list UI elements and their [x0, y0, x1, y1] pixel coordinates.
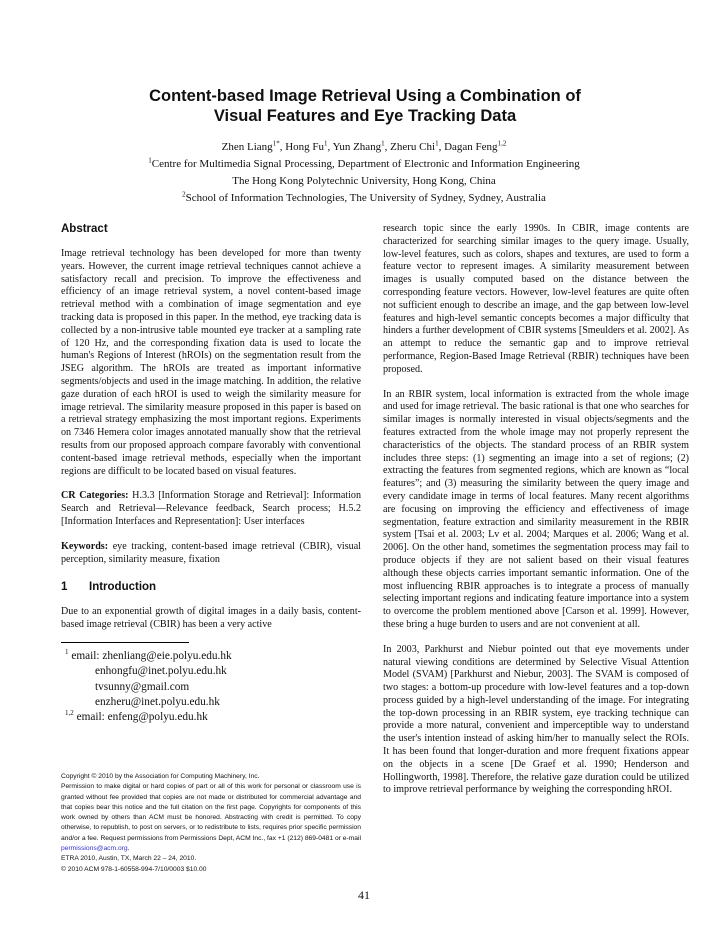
author-separator: ,	[438, 141, 445, 153]
section-number: 1	[61, 581, 68, 594]
introduction-text-left: Due to an exponential growth of digital images in a daily basis, content-based image retrieval (CBIR) has been a very active	[61, 606, 361, 631]
footnote-sup-1: 1	[65, 648, 69, 657]
left-column	[61, 222, 361, 725]
author-sup: 1,2	[497, 139, 507, 148]
copyright-isbn: © 2010 ACM 978-1-60558-994-7/10/0003 $10.00	[61, 865, 207, 873]
author-sup: 1	[435, 139, 439, 148]
abstract-text: Image retrieval technology has been developed for more than twenty years. However, the current image retrieval techniques cannot achieve a satisfactory recall and precision. To improve the effectiveness and efficiency of an image retrieval system, a novel content-based image retrieval method with a combination of image segmentation and eye tracking data is proposed in this paper. In the method, eye tracking data is collected by a non-intrusive table mounted eye tracker at a sampling rate of 120 Hz, and the corresponding fixation data is used to locate the human's Regions of Interest (hROIs) on the segmentation result from the JSEG algorithm. The hROIs are treated as important informative segments/objects and used in the image matching. In addition, the relative gaze duration of each hROI is used to weigh the similarity measure for image retrieval. The similarity measure proposed in this paper is based on a retrieval strategy emphasizing the most important regions. Experiments on 7346 Hemera color images annotated manually show that the retrieval results from our proposed approach compare favorably with conventional content-based image retrieval methods, especially when the important regions are difficult to be located based on visual features.	[61, 248, 361, 477]
footnote-rule	[61, 642, 189, 643]
permissions-email-link[interactable]: permissions@acm.org	[61, 845, 128, 853]
copyright-line: Copyright © 2010 by the Association for Computing Machinery, Inc.	[61, 773, 260, 780]
footnote-email-1	[61, 649, 361, 664]
keywords-text: eye tracking, content-based image retrieval (CBIR), visual perception, similarity measure, fixation	[61, 540, 361, 565]
author-name: Yun Zhang	[332, 141, 382, 153]
affiliation-1	[0, 156, 728, 173]
keywords-label: Keywords:	[61, 540, 109, 552]
title-line-1: Content-based Image Retrieval Using a Combination of	[149, 87, 581, 105]
page-number: 41	[358, 888, 370, 902]
section-title: Introduction	[89, 581, 157, 594]
right-column	[383, 223, 689, 797]
affiliation-1-sup: 1	[148, 156, 152, 165]
author-block	[0, 139, 728, 207]
author-separator: ,	[384, 141, 391, 153]
affiliation-2-sup: 2	[182, 190, 186, 199]
introduction-heading	[61, 580, 361, 595]
affiliation-2	[0, 190, 728, 207]
author-sup: 1*	[272, 139, 280, 148]
copyright-venue: ETRA 2010, Austin, TX, March 22 – 24, 2010.	[61, 855, 197, 863]
introduction-para-3: In 2003, Parkhurst and Niebur pointed out that eye movements under natural viewing conditions are determined by Selective Visual Attention Model (SVAM) [Parkhurst and Niebur, 2003]. The SVAM is composed of two stages: a bottom-up procedure with low-level features and a top-down process guided by a high-level understanding of the image. For integrating the top-down processing in an RBIR system, eye tracking technique can provide a more natural, convenient and imperceptible way to understand the user's intention instead of asking him/her to manually select the ROIs. It has been found that longer-duration and more frequent fixations appear on the objects in a scene [De Graef et al. 1990; Henderson and Hollingworth, 1998]. Therefore, the relative gaze duration could be utilized to improve retrieval performance by weighing the corresponding hROI.	[383, 643, 689, 796]
affiliation-1b: The Hong Kong Polytechnic University, Hong Kong, China	[232, 175, 496, 187]
author-sup: 1	[324, 139, 328, 148]
introduction-para-2: In an RBIR system, local information is extracted from the whole image and used for image retrieval. The basic rational is that one who searches for similar images is normally interested in visual objects/segments and the features extracted from the whole image may not properly represent the characteristics of the objects. The standard process of an RBIR system includes three steps: (1) segmenting an image into a set of regions; (2) extracting the features from segmented regions, which are known as “local features”; and (3) measuring the similarity between the query image and every candidate image in terms of local features. Many recent algorithms are focusing on improving the efficiency and effectiveness of image segmentation, feature extraction and similarity measurement in the RBIR system [Tsai et al. 2003; Lv et al. 2004; Marques et al. 2006; Wang et al. 2006]. On the other hand, sometimes the segmentation process may fail to produce objects if they are not salient based on their visual features although these objects carries important semantic information. One of the most influencing RBIR approaches is to integrate a process of manually selecting important regions and indicating feature importance into a system to overcome the problem mentioned above [Carson et al. 1999]. However, these bring a huge burden to users and are not convenient at all.	[383, 388, 689, 630]
footnote-email-5	[61, 710, 361, 725]
author-name: Dagan Feng	[444, 141, 498, 153]
keywords	[61, 541, 361, 567]
email-1: email: zhenliang@eie.polyu.edu.hk	[71, 649, 232, 662]
footnote-sup-2: 1,2	[65, 709, 74, 718]
affiliation-2-text: School of Information Technologies, The University of Sydney, Sydney, Australia	[185, 192, 546, 204]
footnotes	[61, 649, 361, 725]
author-name: Zheru Chi	[390, 141, 436, 153]
cr-categories-label: CR Categories:	[61, 490, 129, 502]
footnote-email-4: enzheru@inet.polyu.edu.hk	[95, 695, 220, 708]
copyright-body	[61, 782, 361, 854]
author-name: Hong Fu	[285, 141, 324, 153]
footnote-email-3: tvsunny@gmail.com	[95, 680, 190, 693]
cr-categories-text: H.3.3 [Information Storage and Retrieval]: Information Search and Retrieval—Relevance feedback, Search process; H.5.2 [Information Interfaces and Representation]: User interfaces	[61, 490, 362, 527]
introduction-para-1: research topic since the early 1990s. In CBIR, image contents are characterized for searching similar images to the query image. Usually, low-level features, such as colors, shapes and textures, are used to form a feature vector to represent images. A similarity measurement between images is usually computed based on the distance between the corresponding feature vectors. However, low-level features are quite often not sufficient enough to describe an image, and the gap between low-level features and high-level semantic concepts becomes a major difficulty that hinders a further development of CBIR systems [Smeulders et al. 2002]. As an attempt to reduce the semantic gap and to improve retrieval performance, Region-Based Image Retrieval (RBIR) techniques have been proposed.	[383, 223, 689, 375]
author-name: Zhen Liang	[221, 141, 273, 153]
author-separator: ,	[279, 141, 286, 153]
email-5: email: enfeng@polyu.edu.hk	[76, 711, 208, 724]
author-separator: ,	[327, 141, 333, 153]
author-sup: 1	[381, 139, 385, 148]
paper-title	[60, 86, 670, 126]
footnote-email-2: enhongfu@inet.polyu.edu.hk	[95, 665, 227, 678]
abstract-heading: Abstract	[61, 223, 108, 235]
affiliation-1-text: Centre for Multimedia Signal Processing, Department of Electronic and Information Engineering	[151, 158, 580, 170]
email-suffix: .	[127, 845, 130, 853]
author-list	[0, 139, 728, 156]
title-line-2: Visual Features and Eye Tracking Data	[213, 107, 517, 125]
copyright-permission: Permission to make digital or hard copies of part or all of this work for personal or classroom use is granted without fee provided that copies are not made or distributed for commercial advantage and that copies bear this notice and the full citation on the first page. Copyrights for components of this work owned by others than ACM must be honored. Abstracting with credit is permitted. To copy otherwise, to republish, to post on servers, or to redistribute to lists, requires prior specific permission and/or a fee. Request permissions from Permissions Dept, ACM Inc., fax +1 (212) 869-0481 or e-mail	[61, 783, 361, 842]
cr-categories	[61, 490, 361, 528]
copyright-notice	[61, 772, 361, 875]
